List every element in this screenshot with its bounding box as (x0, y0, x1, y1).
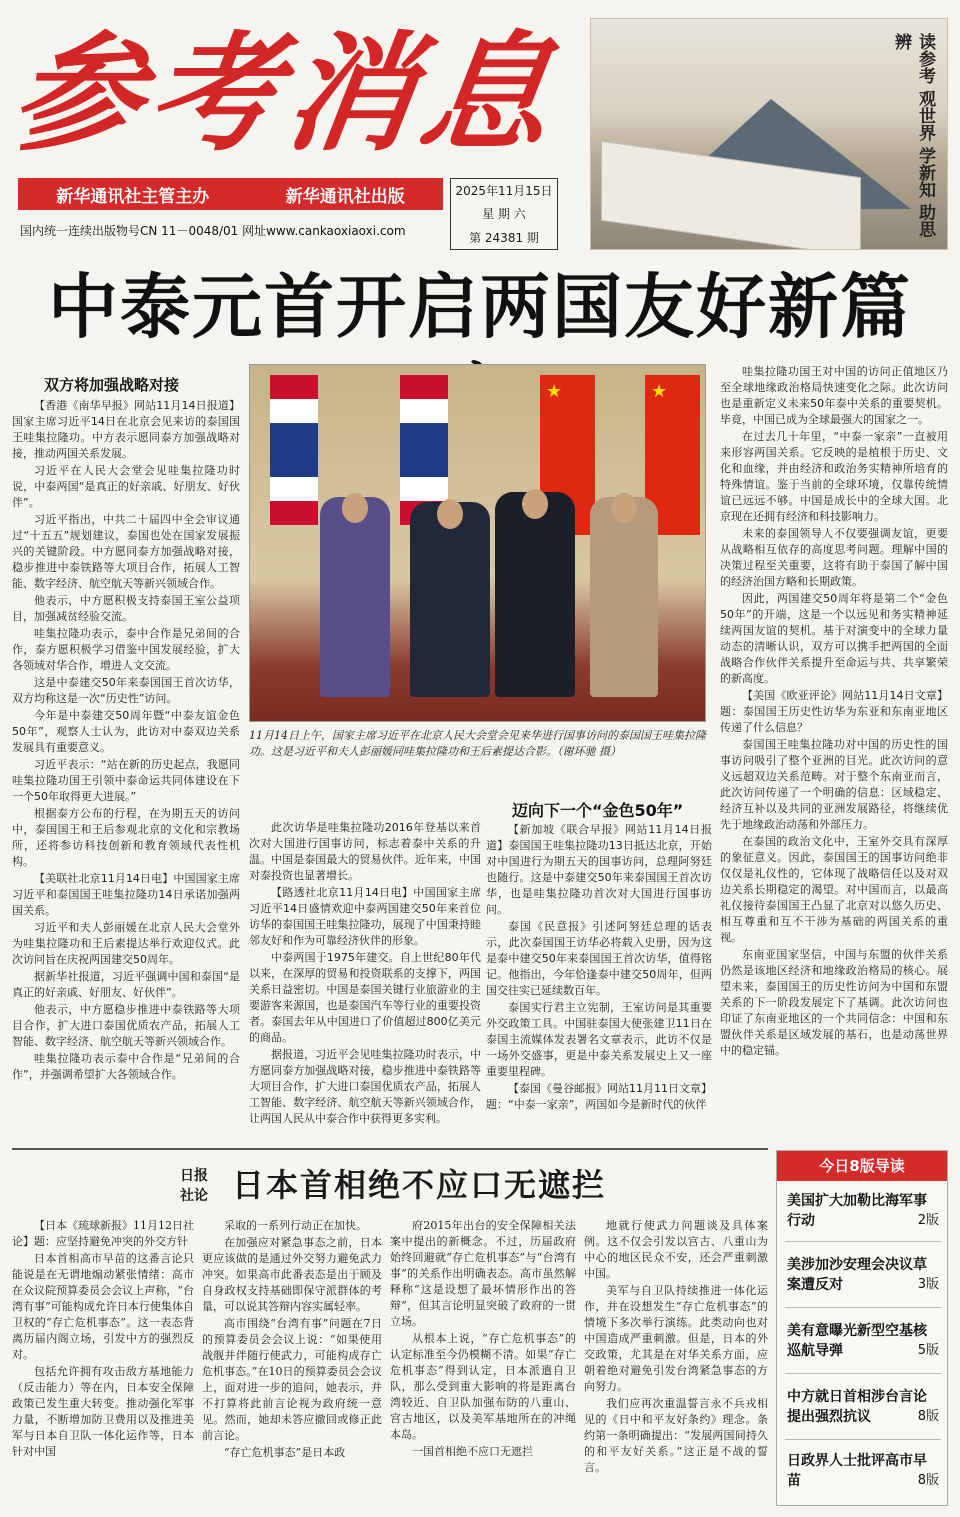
article1-body (12, 398, 240, 1142)
guide-title: 今日8版导读 (777, 1151, 947, 1181)
editorial-tag (172, 1166, 216, 1206)
masthead-illustration (590, 18, 948, 250)
paragraph: 【美联社北京11月14日电】中国国家主席习近平和泰国国王哇集拉隆功14日承诺加强两国关系。 (12, 872, 240, 917)
guide-item[interactable] (787, 1321, 939, 1361)
article2-subhead: 迈向下一个“金色50年” (512, 801, 684, 820)
leaders-photo (249, 364, 706, 722)
paragraph: 哇集拉隆功表示泰中合作是“兄弟间的合作”，并强调希望扩大各领域合作。 (12, 1052, 240, 1081)
section-divider (12, 1148, 768, 1150)
guide-item[interactable] (787, 1451, 939, 1491)
issue-weekday: 星 期 六 (482, 207, 526, 222)
paragraph: 地就行使武力问题谈及具体案例。这不仅会引发以宫古、八重山为中心的地区民众不安，还会严重刺激中国。 (584, 1219, 768, 1280)
article1-subhead: 双方将加强战略对接 (44, 376, 180, 394)
banner-right: 新华通讯社出版 (285, 186, 405, 207)
editorial-col2 (202, 1218, 382, 1510)
paragraph: 【日本《琉球新报》11月12日社论】题：应坚持避免冲突的外交方针 (12, 1219, 194, 1248)
person-figure (590, 497, 658, 697)
guide-item[interactable] (787, 1387, 939, 1427)
paragraph: 泰国《民意报》引述阿努廷总理的话表示，此次泰国国王访华必将载入史册，因为这是泰中建交50年来泰国国王首次访华，值得铭记。他指出，今年恰逢泰中建交50周年，但两国交往实已延续数百年。 (486, 920, 712, 997)
guide-item-page: 2版 (917, 1213, 939, 1228)
issue-date: 2025年11月15日 (455, 184, 553, 199)
paragraph: 在加强应对紧急事态之前，日本更应该做的是通过外交努力避免武力冲突。如果高市此番表态是出于顾及自身政权支持基础即保守派群体的考量，可以说其答辩内容实属轻率。 (202, 1236, 382, 1313)
person-head (342, 493, 368, 523)
divider (785, 1373, 941, 1374)
paragraph: 美军与自卫队持续推进一体化运作，并在设想发生“存亡危机事态”的情境下多次举行演练。此类动向也对中国造成严重刺激。但是，日本的外交政策，尤其是在对华关系方面，应朝着绝对避免引发台湾紧急事态的方向努力。 (584, 1284, 768, 1393)
issue-date-box (450, 178, 558, 250)
paragraph: 泰国国王哇集拉隆功对中国的历史性的国事访问吸引了整个亚洲的目光。此次访问的意义远超双边关系范畴。对于整个东南亚而言，此次访问传递了一个明确的信息：区域稳定、经济互补以及共同的亚洲发展路径，将继续优先于地缘政治动荡和外部压力。 (720, 738, 948, 831)
person-head (522, 489, 548, 519)
paragraph: 他表示，中方愿积极支持泰国王室公益项目，加强减贫经验交流。 (12, 594, 240, 623)
paragraph: 因此，两国建交50周年将是第二个“金色50年”的开端，这是一个以远见和务实精神延续两国友谊的契机。基于对演变中的全球力量动态的清晰认识，双方可以携手把两国的全面战略合作伙伴关系提升至命运与共、共享繁荣的新高度。 (720, 592, 948, 685)
paragraph: 【路透社北京11月14日电】中国国家主席习近平14日盛情欢迎中泰两国建交50年来首位访华的泰国国王哇集拉隆功，展现了中国秉持睦邻友好和作为可靠经济伙伴的形象。 (249, 886, 481, 947)
guide-item-page: 8版 (917, 1473, 939, 1488)
paragraph: 府2015年出台的安全保障相关法案中提出的新概念。不过，历届政府始终回避就“存亡危机事态”与“台湾有事”的关系作出明确表态。高市虽然解释称“这是设想了最坏情形作出的答辩”，但其言论明显突破了政府的一贯立场。 (390, 1219, 576, 1328)
paragraph: 今年是中泰建交50周年暨“中泰友谊金色50年”，观察人士认为，此访对中泰双边关系发展具有重要意义。 (12, 709, 240, 754)
guide-item-text: 美涉加沙安理会决议草案遭反对 (787, 1257, 927, 1293)
guide-item-text: 中方就日首相涉台言论提出强烈抗议 (787, 1389, 927, 1425)
paragraph: 根据泰方公布的行程，在为期五天的访问中，泰国国王和王后参观北京的文化和宗教场所，还将参访科技创新和教育领域代表性机构。 (12, 807, 240, 868)
paragraph: 一国首相绝不应口无遮拦 (412, 1445, 533, 1458)
guide-item-text: 日政界人士批评高市早苗 (787, 1453, 927, 1489)
paragraph: 哇集拉隆功国王对中国的访问正值地区乃至全球地缘政治格局快速变化之际。此次访问也是重新定义未来50年泰中关系的重要契机。毕竟，中国已成为全球最强大的国家之一。 (720, 365, 948, 426)
paragraph: 包括允许拥有攻击敌方基地能力（反击能力）等在内，日本安全保障政策已发生重大转变。推动强化军事力量，不断增加防卫费用以及推进美军与日本自卫队一体化运作等，日本针对中国 (12, 1365, 194, 1458)
paragraph: 据新华社报道，习近平强调中国和泰国“是真正的好亲戚、好朋友、好伙伴”。 (12, 970, 240, 999)
paragraph: 习近平在人民大会堂会见哇集拉隆功时说，中泰两国“是真正的好亲戚、好朋友、好伙伴”。 (12, 464, 240, 509)
paragraph: 习近平指出，中共二十届四中全会审议通过“十五五”规划建议，泰国也处在国家发展振兴的关键阶段。中方愿同泰方加强战略对接，稳步推进中泰铁路等大项目合作，拓展人工智能、数字经济、航空航天等新兴领域合作。 (12, 513, 240, 590)
paragraph: 高市围绕“台湾有事”问题在7日的预算委员会会议上说：“如果使用战舰并伴随行使武力，可能构成存亡危机事态。”在10日的预算委员会会议上，面对进一步的追问，她表示，并不打算将此前言论视为政府统一意见。然而，她却未答应撤回或修正此前言论。 (202, 1317, 382, 1442)
person-figure (495, 492, 575, 697)
paragraph: 泰国实行君主立宪制，王室访问是其重要外交政策工具。中国驻泰国大使张建卫11日在泰国主流媒体发表署名文章表示，此访不仅是一场外交盛事，更是中泰关系发展史上又一座重要里程碑。 (486, 1001, 712, 1078)
main-headline: 中泰元首开启两国友好新篇 (48, 266, 912, 348)
paragraph: 中泰两国于1975年建交。自上世纪80年代以来，在深厚的贸易和投资联系的支撑下，两国关系日益密切。中国是泰国关键行业旅游业的主要游客来源国，也是泰国汽车等行业的重要投资者。泰国去年从中国进口了价值超过800亿美元的商品。 (249, 951, 481, 1044)
paragraph: 在泰国的政治文化中，王室外交具有深厚的象征意义。因此，泰国国王的国事访问绝非仅仅是礼仪性的，它体现了战略信任以及对双边关系长期稳定的渴望。对中国而言，以最高礼仪接待泰国国王凸显了北京对以悠久历史、相互尊重和互不干涉为基础的两国关系的重视。 (720, 835, 948, 944)
article-mid-body (249, 820, 481, 1142)
photo-caption: 11月14日上午，国家主席习近平在北京人民大会堂会见来华进行国事访问的泰国国王哇集拉隆功。这是习近平和夫人彭丽媛同哇集拉隆功和王后素提达合影。（谢环驰 摄） (249, 729, 706, 758)
guide-item-text: 美有意曝光新型空基核巡航导弹 (787, 1323, 927, 1359)
banner-left: 新华通讯社主管主办 (56, 186, 210, 207)
newspaper-logo: 参考消息 (3, 19, 569, 169)
person-figure (410, 502, 490, 697)
divider (785, 1439, 941, 1440)
thailand-flag (270, 375, 318, 525)
paragraph: 习近平和夫人彭丽媛在北京人民大会堂外为哇集拉隆功和王后素提达举行欢迎仪式。此次访问旨在庆祝两国建交50周年。 (12, 921, 240, 966)
paragraph: 他表示，中方愿稳步推进中泰铁路等大项目合作，扩大进口泰国优质农产品，拓展人工智能、数字经济、航空航天等新兴领域合作。 (12, 1003, 240, 1048)
paragraph: 采取的一系列行动正在加快。 (224, 1219, 367, 1232)
paragraph: 从根本上说，“存亡危机事态”的认定标准至今仍模糊不清。如果“存亡危机事态”得到认定，日本派遣自卫队，那么受到重大影响的将是距离台湾较近、自卫队加强布防的八重山、宫古地区，以及美军基地所在的冲绳本岛。 (390, 1332, 576, 1441)
paragraph: 东南亚国家坚信，中国与东盟的伙伴关系仍然是该地区经济和地缘政治格局的核心。展望未来，泰国国王的历史性访问为中国和东盟关系的下一阶段发展定下了基调。此次访问也印证了东南亚地区的一个共同信念：中国和东盟伙伴关系是区域发展的基石，也是动荡世界中的稳定锚。 (720, 948, 948, 1057)
publisher-banner (18, 178, 443, 210)
paragraph: 日本首相高市早苗的这番言论只能说是在无谓地煽动紧张情绪：高市在众议院预算委员会会议上声称，“台湾有事”可能构成允许日本行使集体自卫权的“存亡危机事态”。这一表态背离历届内阁立场，引发中方的强烈反对。 (12, 1252, 194, 1361)
guide-item-text: 美国扩大加勒比海军事行动 (787, 1193, 927, 1229)
paragraph: 【新加坡《联合早报》网站11月14日报道】泰国国王哇集拉隆功13日抵达北京，开始对中国进行为期五天的国事访问，总理阿努廷也随行。这是中泰建交50年来泰国国王首次访华，也是哇集拉隆功首次对大国进行国事访问。 (486, 823, 712, 916)
masthead-slogan: 读参考 观世界 学新知 助思辨 (891, 33, 935, 238)
paragraph: 习近平表示：“站在新的历史起点，我愿同哇集拉隆功国王引领中泰命运共同体建设在下一个50年取得更大进展。” (12, 758, 240, 803)
paragraph: 我们应再次重温誓言永不兵戎相见的《日中和平友好条约》理念。条约第一条明确提出：“发展两国间持久的和平友好关系。”这正是不战的誓言。 (584, 1397, 768, 1474)
paragraph: 未来的泰国领导人不仅要强调友谊，更要从战略相互依存的高度思考问题。理解中国的决策过程至关重要，这将有助于泰国了解中国的经济治国方略和长期政策。 (720, 527, 948, 588)
person-head (437, 499, 463, 529)
editorial-col4 (584, 1218, 768, 1510)
editorial-col3 (390, 1218, 576, 1510)
editorial-title: 日本首相绝不应口无遮拦 (232, 1166, 607, 1204)
paragraph: 这是中泰建交50年来泰国国王首次访华，双方均称这是一次“历史性”访问。 (12, 676, 240, 705)
guide-item-page: 8版 (917, 1409, 939, 1424)
article2-body (486, 822, 712, 1142)
guide-item[interactable] (787, 1255, 939, 1295)
publication-info: 国内统一连续出版物号CN 11－0048/01 网址www.cankaoxiaoxi.com (20, 224, 406, 238)
paragraph: 【泰国《曼谷邮报》网站11月11日文章】题：“中泰一家亲”，两国如今是新时代的伙伴 (486, 1082, 712, 1111)
article-right-body (720, 364, 948, 1142)
editorial-tag-line2: 社论 (180, 1188, 208, 1204)
paragraph: 【香港《南华早报》网站11月14日报道】国家主席习近平14日在北京会见来访的泰国国王哇集拉隆功。中方表示愿同泰方加强战略对接，推动两国关系发展。 (12, 399, 240, 460)
divider (785, 1307, 941, 1308)
guide-item[interactable] (787, 1191, 939, 1231)
guide-item-page: 5版 (917, 1343, 939, 1358)
paragraph: “存亡危机事态”是日本政 (224, 1446, 346, 1459)
paragraph: 据报道，习近平会见哇集拉隆功时表示，中方愿同泰方加强战略对接，稳步推进中泰铁路等大项目合作，扩大进口泰国优质农产品，拓展人工智能、数字经济、航空航天等新兴领域合作，让两国人民从中泰合作中获得更多实利。 (249, 1048, 481, 1125)
paragraph: 此次访华是哇集拉隆功2016年登基以来首次对大国进行国事访问，标志着泰中关系的升温。中国是泰国最大的贸易伙伴。近年来，中国对泰投资也显著增长。 (249, 821, 481, 882)
paragraph: 哇集拉隆功表示，泰中合作是兄弟间的合作，泰方愿积极学习借鉴中国发展经验，扩大各领域对华合作，增进人文交流。 (12, 627, 240, 672)
paragraph: 【美国《欧亚评论》网站11月14日文章】题：泰国国王历史性访华为东亚和东南亚地区传递了什么信息？ (720, 689, 948, 734)
person-head (611, 493, 637, 523)
paragraph: 在过去几十年里，“中泰一家亲”一直被用来形容两国关系。它反映的是植根于历史、文化和血缘，并由经济和政治务实精神所培育的特殊情谊。鉴于当前的全球环境，仅靠传统情谊已远远不够。中国是成长中的全球大国。北京现在还拥有经济和科技影响力。 (720, 430, 948, 523)
editorial-tag-line1: 日报 (180, 1168, 208, 1184)
todays-guide (776, 1150, 948, 1506)
editorial-col1 (12, 1218, 194, 1510)
guide-item-page: 3版 (917, 1277, 939, 1292)
person-figure (320, 497, 390, 697)
divider (785, 1241, 941, 1242)
issue-number: 第 24381 期 (469, 230, 539, 245)
